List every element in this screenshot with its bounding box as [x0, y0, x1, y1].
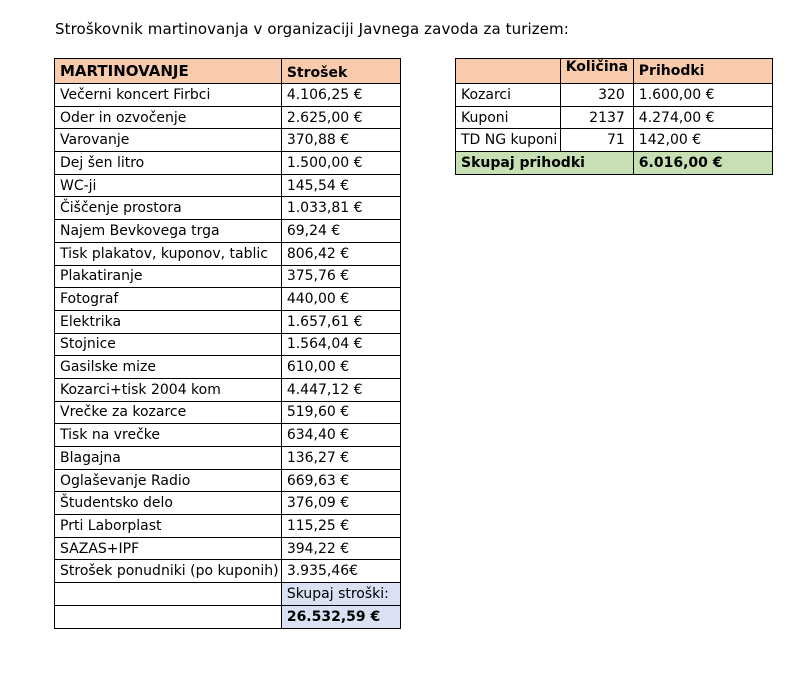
cost-item-name: Študentsko delo	[55, 492, 282, 515]
cost-item-name: Elektrika	[55, 310, 282, 333]
cost-row	[55, 174, 401, 197]
cost-total-empty	[55, 583, 282, 606]
cost-row	[55, 515, 401, 538]
cost-table-header	[55, 59, 401, 84]
cost-row	[55, 356, 401, 379]
cost-row	[55, 106, 401, 129]
document-title: Stroškovnik martinovanja v organizaciji Javnega zavoda za turizem:	[55, 20, 569, 38]
cost-item-name: Tisk na vrečke	[55, 424, 282, 447]
cost-item-name: Stojnice	[55, 333, 282, 356]
income-item-qty: 320	[560, 84, 633, 107]
cost-item-value: 370,88 €	[281, 129, 400, 152]
cost-row	[55, 560, 401, 583]
cost-item-value: 1.500,00 €	[281, 152, 400, 175]
cost-item-name: Večerni koncert Firbci	[55, 84, 282, 107]
cost-item-name: Plakatiranje	[55, 265, 282, 288]
income-item-qty: 71	[560, 129, 633, 152]
cost-row	[55, 197, 401, 220]
cost-row	[55, 220, 401, 243]
income-header-qty: Količina	[560, 59, 633, 84]
cost-item-name: SAZAS+IPF	[55, 537, 282, 560]
cost-item-value: 440,00 €	[281, 288, 400, 311]
cost-item-name: Fotograf	[55, 288, 282, 311]
cost-total-label-row	[55, 583, 401, 606]
cost-item-value: 1.564,04 €	[281, 333, 400, 356]
income-row	[456, 106, 773, 129]
cost-item-name: Blagajna	[55, 447, 282, 470]
income-header-empty	[456, 59, 561, 84]
cost-item-value: 2.625,00 €	[281, 106, 400, 129]
cost-row	[55, 152, 401, 175]
cost-row	[55, 447, 401, 470]
cost-row	[55, 492, 401, 515]
cost-item-value: 69,24 €	[281, 220, 400, 243]
cost-header-value: Strošek	[281, 59, 400, 84]
cost-total-label: Skupaj stroški:	[281, 583, 400, 606]
income-item-name: TD NG kuponi	[456, 129, 561, 152]
cost-row	[55, 129, 401, 152]
cost-item-name: Kozarci+tisk 2004 kom	[55, 378, 282, 401]
cost-row	[55, 424, 401, 447]
cost-item-value: 376,09 €	[281, 492, 400, 515]
income-item-value: 1.600,00 €	[633, 84, 772, 107]
cost-item-value: 1.033,81 €	[281, 197, 400, 220]
cost-item-name: Oglaševanje Radio	[55, 469, 282, 492]
income-item-value: 142,00 €	[633, 129, 772, 152]
income-row	[456, 129, 773, 152]
income-total-row	[456, 152, 773, 175]
cost-row	[55, 84, 401, 107]
cost-row	[55, 310, 401, 333]
cost-item-name: WC-ji	[55, 174, 282, 197]
cost-item-name: Strošek ponudniki (po kuponih)	[55, 560, 282, 583]
income-item-name: Kuponi	[456, 106, 561, 129]
income-row	[456, 84, 773, 107]
cost-item-name: Gasilske mize	[55, 356, 282, 379]
cost-item-value: 375,76 €	[281, 265, 400, 288]
income-item-value: 4.274,00 €	[633, 106, 772, 129]
income-table	[455, 58, 773, 175]
cost-item-value: 519,60 €	[281, 401, 400, 424]
cost-total-empty	[55, 605, 282, 628]
cost-total-value-row	[55, 605, 401, 628]
income-item-name: Kozarci	[456, 84, 561, 107]
cost-table	[54, 58, 401, 629]
cost-item-value: 136,27 €	[281, 447, 400, 470]
cost-row	[55, 242, 401, 265]
cost-item-name: Tisk plakatov, kuponov, tablic	[55, 242, 282, 265]
cost-item-name: Čiščenje prostora	[55, 197, 282, 220]
cost-item-name: Varovanje	[55, 129, 282, 152]
cost-item-name: Oder in ozvočenje	[55, 106, 282, 129]
cost-item-value: 394,22 €	[281, 537, 400, 560]
cost-item-value: 3.935,46€	[281, 560, 400, 583]
cost-item-value: 806,42 €	[281, 242, 400, 265]
cost-item-value: 145,54 €	[281, 174, 400, 197]
cost-item-name: Vrečke za kozarce	[55, 401, 282, 424]
cost-row	[55, 469, 401, 492]
cost-item-name: Dej šen litro	[55, 152, 282, 175]
cost-total-value: 26.532,59 €	[281, 605, 400, 628]
cost-item-value: 634,40 €	[281, 424, 400, 447]
cost-item-name: Najem Bevkovega trga	[55, 220, 282, 243]
cost-item-name: Prti Laborplast	[55, 515, 282, 538]
cost-row	[55, 288, 401, 311]
income-total-label: Skupaj prihodki	[456, 152, 634, 175]
income-item-qty: 2137	[560, 106, 633, 129]
cost-item-value: 4.106,25 €	[281, 84, 400, 107]
cost-item-value: 115,25 €	[281, 515, 400, 538]
cost-row	[55, 378, 401, 401]
cost-item-value: 669,63 €	[281, 469, 400, 492]
cost-row	[55, 537, 401, 560]
cost-item-value: 610,00 €	[281, 356, 400, 379]
cost-row	[55, 265, 401, 288]
cost-row	[55, 333, 401, 356]
income-table-header	[456, 59, 773, 84]
income-total-value: 6.016,00 €	[633, 152, 772, 175]
cost-row	[55, 401, 401, 424]
cost-item-value: 4.447,12 €	[281, 378, 400, 401]
cost-item-value: 1.657,61 €	[281, 310, 400, 333]
income-header-value: Prihodki	[633, 59, 772, 84]
cost-header-name: MARTINOVANJE	[55, 59, 282, 84]
